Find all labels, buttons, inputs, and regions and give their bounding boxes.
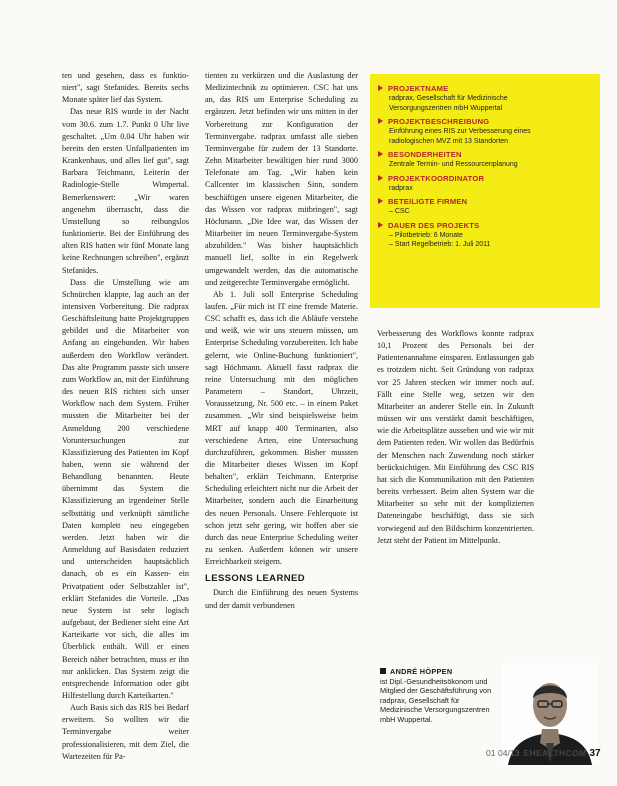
paragraph: tienten zu verkürzen und die Auslastung der Medizintechnik zu optimieren. CSC hat uns an, das RIS um Enterprise Scheduling zu ergänzen. Jetzt befinden wir uns mitten in der Vorbereitung zur Konfiguration der Terminvergabe. radprax umfasst alle sieben Terminvergabe für zudem der 13 Standorte. Zehn Mitarbeiter bewältigen hier rund 3000 Telefonate am Tag. „Wir haben kein Callcenter im klassischen Sinn, sondern beschäftigen unsere eigenen Mitarbeiter, die das Wissen vor radprax mitbringen", sagt Höchmann. „Die Idee war, das Wissen der Mitarbeiter im neuen Terminvergabe-System abzubilden." Was bisher hauptsächlich manuell lief, sollte in ein Regelwerk umgewandelt werden, das die automatische und zeitgerechte Terminvergabe ermöglicht.: [205, 71, 358, 287]
project-info-heading: [378, 150, 592, 160]
project-info-item: [378, 117, 592, 146]
section-heading-lessons-learned: LESSONS LEARNED: [205, 573, 305, 585]
article-column-3: [377, 328, 534, 547]
author-bio-block: [380, 667, 498, 725]
paragraph: Das neue RIS wurde in der Nacht vom 30.6. zum 1.7. Punkt 0 Uhr live geschaltet. „Um 0.04 Uhr haben wir bereits den ersten Unfallpatienten im Krankenhaus, und alles lief gut", sagt Barbara Teichmann, Leiterin der Radiologie-Stelle Wimpertal. Bemerkenswert: „Wir waren angenehm überrascht, dass die Umstellung so reibungslos funktionierte. Bei der Einführung des alten RIS hatten wir fünf Monate lang keine Rechnungen schreiben", ergänzt Stefanides.: [62, 107, 189, 275]
project-info-text: radprax, Gesellschaft für Medizinische: [389, 95, 508, 102]
paragraph: Auch Basis sich das RIS bei Bedarf erweitern. So wollten wir die Terminvergabe weiter professionalisieren, mit dem Ziel, die Wartezeiten für Pa-: [62, 703, 189, 761]
project-info-item: [378, 84, 592, 113]
paragraph: Durch die Einführung des neuen Systems und der damit verbundenen: [205, 588, 358, 610]
paragraph: ten und gesehen, dass es funktio-niert", sagt Stefanides. Bereits sechs Monate später lief das System.: [62, 71, 189, 105]
project-info-heading: [378, 117, 592, 127]
project-info-text: – Pilotbetrieb: 6 Monate: [389, 231, 463, 239]
arrow-right-icon: [378, 151, 383, 157]
magazine-name: EHEALTHCOM: [523, 748, 587, 758]
project-info-heading-text: PROJEKTNAME: [388, 84, 449, 93]
project-info-heading: [378, 174, 592, 184]
issue-number: 01 04/13: [486, 748, 520, 758]
paragraph: Verbesserung des Workflows konnte radprax 10,1 Prozent des Personals bei der Patientenannahme einsparen. Entlassungen gab es trotzdem nicht. Seit Gründung von radprax vor 25 Jahren stecken wir immer noch auf. Fällt eine Stelle weg, setzen wir den Mitarbeiter an anderer Stelle ein. In Zukunft müssen wir uns verstärkt damit beschäftigen, wie die Arbeitsplätze aussehen und wie wir mit dem Patienten reden. Wir wollen das Bedürfnis der Menschen nach Zuwendung noch stärker berücksichtigen. Mit Einführung des CSC RIS hat sich die Kommunikation mit den Patienten bereits verbessert. Beim alten System war die Mitarbeiter so sehr mit der komplizierten Dateneingabe beschäftigt, dass sie sich vorwiegend auf den Bildschirm konzentrierten. Jetzt steht der Patient im Mittelpunkt.: [377, 329, 534, 545]
project-info-heading: [378, 197, 592, 207]
project-info-heading: [378, 221, 592, 231]
project-info-heading-text: PROJEKTBESCHREIBUNG: [388, 117, 490, 126]
arrow-right-icon: [378, 175, 383, 181]
article-column-2: [205, 70, 358, 612]
project-info-heading-text: DAUER DES PROJEKTS: [388, 220, 480, 230]
article-column-1: [62, 70, 189, 763]
project-info-text: – CSC: [389, 208, 410, 215]
paragraph: Dass die Umstellung wie am Schnürchen klappte, lag auch an der intensiven Vorbereitung. Die radprax Geschäftsleitung hatte Projektgruppen gebildet und die Mitarbeiter von Anfang an eingebunden. Wir haben außerdem den Workflow verändert. Das alte Programm passte sich unsere zum Workflow an, mit der Einführung des neuen RIS richten sich unser Workflow nach dem System. Früher mussten die Mitarbeiter bei der Anmeldung 200 verschiedene Voruntersuchungen zur Klassifizierung des Patienten im Kopf haben, wenn sie während der Behandlung benannten. Heute übernimmt das System die Klassifizierung an irgendeiner Stelle selbsttätig und verknüpft sämtliche Daten komplett neu eingegeben werden. Jetzt haben wir die Anmeldung auf Basisdaten reduziert und unterscheiden hauptsächlich danach, ob es ein Kassen- ein Privatpatient oder Selbstzahler ist", erklärt Stefanides die Vorteile. „Das neue System ist sehr logisch aufgebaut, der Bediener sieht eine Art Karteikarte vor sich, die alles im Überblick enthält. Will er einen Bereich näher betrachten, muss er ihn nur anklicken. Das System zeigt die entsprechende Information oder gibt Hilfestellung durch Karteikarten.": [62, 277, 189, 700]
page-number: 37: [589, 748, 601, 759]
author-name: [380, 667, 498, 677]
project-info-text: radprax: [389, 184, 413, 192]
arrow-right-icon: [378, 198, 383, 204]
author-name-text: ANDRÉ HÖPPEN: [390, 667, 453, 676]
project-info-text: Einführung eines RIS zur Verbesserung eines: [389, 128, 531, 135]
project-info-box: [370, 74, 600, 308]
project-info-text: – Start Regelbetrieb: 1. Juli 2011: [389, 241, 491, 248]
project-info-heading-text: PROJEKTKOORDINATOR: [388, 173, 485, 183]
project-info-text: radiologischen MVZ mit 13 Standorten: [389, 137, 509, 145]
project-info-item: [378, 197, 592, 217]
page-footer: [486, 748, 601, 759]
project-info-list: [378, 84, 592, 250]
project-info-item: [378, 150, 592, 170]
project-info-heading: [378, 84, 592, 94]
project-info-item: [378, 221, 592, 250]
project-info-heading-text: BETEILIGTE FIRMEN: [388, 197, 468, 206]
author-bio: ist Dipl.-Gesundheitsökonom und Mitglied der Geschäftsführung von radprax, Gesellschaft für Medizinische Versorgungszentren mbH Wuppertal.: [380, 676, 492, 724]
arrow-right-icon: [378, 118, 383, 124]
square-bullet-icon: [380, 668, 386, 674]
paragraph: Ab 1. Juli soll Enterprise Scheduling laufen. „Für mich ist IT eine fremde Materie. CSC schafft es, dass ich die Abläufe verstehe und weiß, wie wir uns steuern müssen, um Enterprise Scheduling vorzubereiten. Ich habe gelernt, wie Online-Buchung funktioniert", sagt Höchmann. Aktuell fasst radprax die reine Untersuchung mit den möglichen Parametern – Standort, Uhrzeit, Voraussetzung, Nr. 500 etc. – in einem Paket zusammen. „Wir sind beispielsweise beim MRT auf knapp 400 Terminarten, also verschiedene Arten, eine Untersuchung durchzuführen, gekommen. Bisher mussten die Mitarbeiter dieses Wissen im Kopf behalten", erklärt Teichmann. Enterprise Scheduling erleichtert nicht nur die Arbeit der Mitarbeiter, sondern auch die Einarbeitung des neuen Personals. Unsere Fehlerquote ist schon jetzt sehr gering, wir hoffen aber sie durch das neue Enterprise Scheduling weiter zu senken. Außerdem können wir unsere Erreichbarkeit steigern.: [205, 289, 358, 567]
project-info-text: Zentrale Termin- und Ressourcenplanung: [389, 161, 518, 168]
arrow-right-icon: [378, 222, 383, 228]
project-info-heading-text: BESONDERHEITEN: [388, 150, 462, 159]
arrow-right-icon: [378, 85, 383, 91]
project-info-text: Versorgungszentren mbH Wuppertal: [389, 104, 503, 112]
project-info-item: [378, 174, 592, 194]
